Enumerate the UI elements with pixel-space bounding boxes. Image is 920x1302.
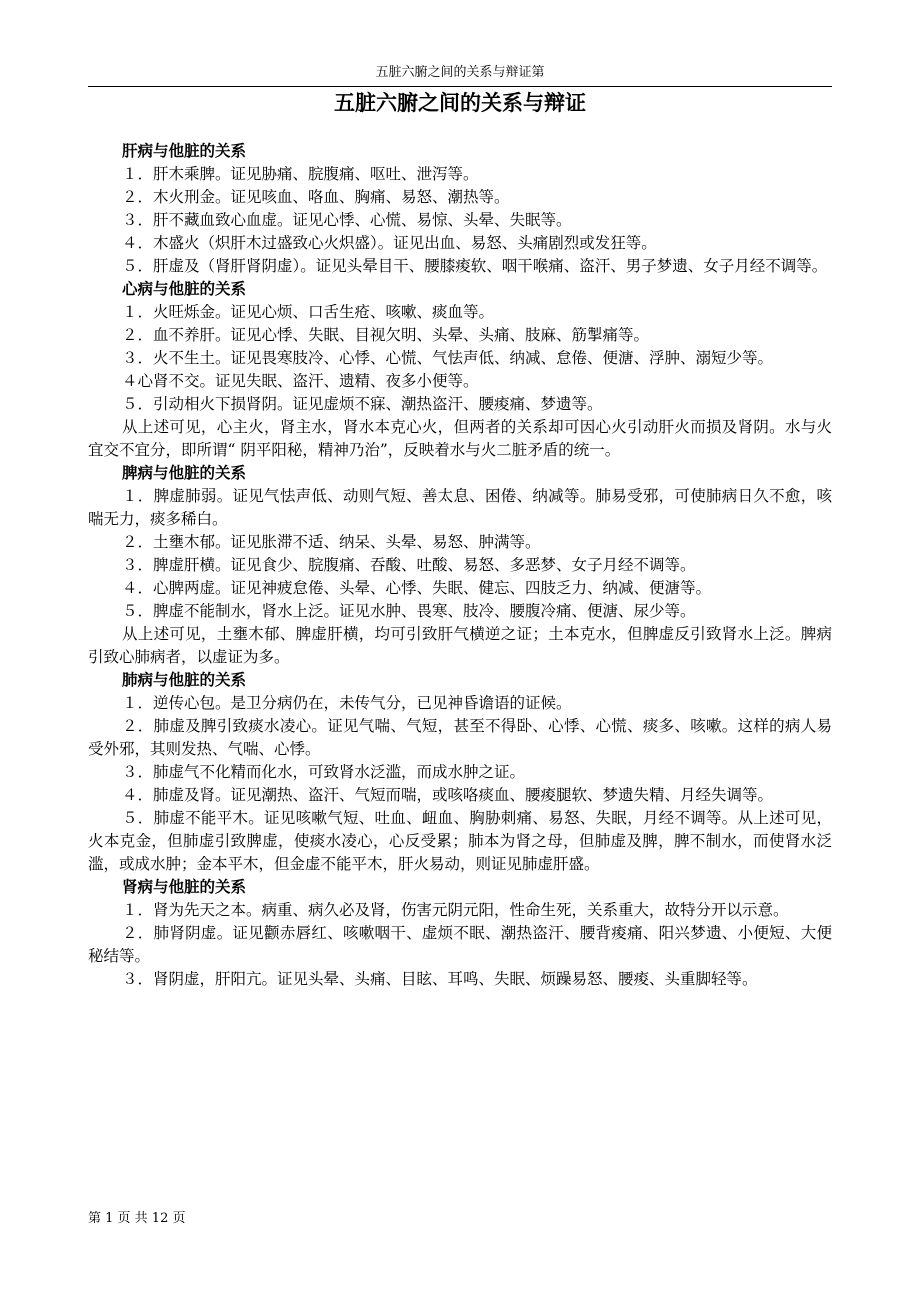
paragraph: ２．肺肾阴虚。证见颧赤唇红、咳嗽咽干、虚烦不眠、潮热盗汗、腰背痠痛、阳兴梦遗、小便短、大便秘结等。 [88, 924, 832, 965]
paragraph: ２．土壅木郁。证见胀滞不适、纳呆、头晕、易怒、肿满等。 [122, 533, 541, 551]
paragraph: ４．木盛火（炽肝木过盛致心火炽盛）。证见出血、易怒、头痛剧烈或发狂等。 [122, 234, 657, 252]
document-body [88, 140, 832, 991]
section-liver [88, 140, 832, 278]
paragraph: ４心肾不交。证见失眠、盗汗、遗精、夜多小便等。 [122, 372, 479, 390]
paragraph: ５．脾虚不能制水，肾水上泛。证见水肿、畏寒、肢冷、腰腹冷痛、便溏、尿少等。 [122, 602, 696, 620]
paragraph: ３．肺虚气不化精而化水，可致肾水泛滥，而成水肿之证。 [122, 763, 526, 781]
paragraph: ２．肺虚及脾引致痰水凌心。证见气喘、气短，甚至不得卧、心悸、心慌、痰多、咳嗽。这样的病人易受外邪，其则发热、气喘、心悸。 [88, 717, 832, 758]
section-heading: 肾病与他脏的关系 [122, 878, 247, 896]
paragraph: ５．肺虚不能平木。证见咳嗽气短、吐血、衄血、胸胁刺痛、易怒、失眠，月经不调等。从上述可见，火本克金，但肺虚引致脾虚，使痰水凌心，心反受累；肺本为肾之母，但肺虚及脾，脾不制水，而使肾水泛滥，或成水肿；金本平木，但金虚不能平木，肝火易动，则证见肺虚肝盛。 [88, 809, 832, 873]
paragraph: ４．肺虚及肾。证见潮热、盗汗、气短而喘，或咳咯痰血、腰痠腿软、梦遗失精、月经失调等。 [122, 786, 774, 804]
paragraph: １．逆传心包。是卫分病仍在，未传气分，已见神昏谵语的证候。 [122, 694, 572, 712]
paragraph: ３．火不生土。证见畏寒肢冷、心悸、心慌、气怯声低、纳减、怠倦、便溏、浮肿、溺短少等。 [122, 349, 774, 367]
paragraph: ５．引动相火下损肾阴。证见虚烦不寐、潮热盗汗、腰痠痛、梦遗等。 [122, 395, 603, 413]
section-heart [88, 278, 832, 462]
section-heading: 脾病与他脏的关系 [122, 464, 247, 482]
section-heading: 肝病与他脏的关系 [122, 142, 247, 160]
paragraph: ５．肝虚及（肾肝肾阴虚）。证见头晕目干、腰膝痠软、咽干喉痛、盗汗、男子梦遗、女子月经不调等。 [122, 257, 828, 275]
paragraph: ２．血不养肝。证见心悸、失眠、目视欠明、头晕、头痛、肢麻、筋掣痛等。 [122, 326, 650, 344]
paragraph: １．肝木乘脾。证见胁痛、脘腹痛、呕吐、泄泻等。 [122, 165, 479, 183]
paragraph: ３．脾虚肝横。证见食少、脘腹痛、吞酸、吐酸、易怒、多恶梦、女子月经不调等。 [122, 556, 696, 574]
paragraph: ３．肾阴虚，肝阳亢。证见头晕、头痛、目眩、耳鸣、失眠、烦躁易怒、腰痠、头重脚轻等。 [122, 970, 758, 988]
paragraph: 从上述可见，心主火，肾主水，肾水本克心火，但两者的关系却可因心火引动肝火而损及肾阴。水与火宜交不宜分，即所谓“ 阴平阳秘，精神乃治”，反映着水与火二脏矛盾的统一。 [88, 418, 832, 459]
paragraph: １．脾虚肺弱。证见气怯声低、动则气短、善太息、困倦、纳减等。肺易受邪，可使肺病日久不愈，咳喘无力，痰多稀白。 [88, 487, 832, 528]
paragraph: １．肾为先天之本。病重、病久必及肾，伤害元阴元阳，性命生死，关系重大，故特分开以示意。 [122, 901, 789, 919]
section-heading: 肺病与他脏的关系 [122, 671, 247, 689]
section-kidney [88, 876, 832, 991]
paragraph: ３．肝不藏血致心血虚。证见心悸、心慌、易惊、头晕、失眠等。 [122, 211, 572, 229]
section-lung [88, 669, 832, 876]
page-header: 五脏六腑之间的关系与辩证第 [375, 65, 545, 80]
document-title: 五脏六腑之间的关系与辩证 [334, 91, 586, 115]
paragraph: 从上述可见，土壅木郁、脾虚肝横，均可引致肝气横逆之证；土本克水，但脾虚反引致肾水上泛。脾病引致心肺病者，以虚证为多。 [88, 625, 832, 666]
section-spleen [88, 462, 832, 669]
header-divider [88, 86, 832, 87]
page-footer: 第 1 页 共 12 页 [88, 1211, 186, 1226]
paragraph: １．火旺烁金。证见心烦、口舌生疮、咳嗽、痰血等。 [122, 303, 495, 321]
paragraph: ４．心脾两虚。证见神疲怠倦、头晕、心悸、失眠、健忘、四肢乏力、纳减、便溏等。 [122, 579, 712, 597]
section-heading: 心病与他脏的关系 [122, 280, 247, 298]
paragraph: ２．木火刑金。证见咳血、咯血、胸痛、易怒、潮热等。 [122, 188, 510, 206]
